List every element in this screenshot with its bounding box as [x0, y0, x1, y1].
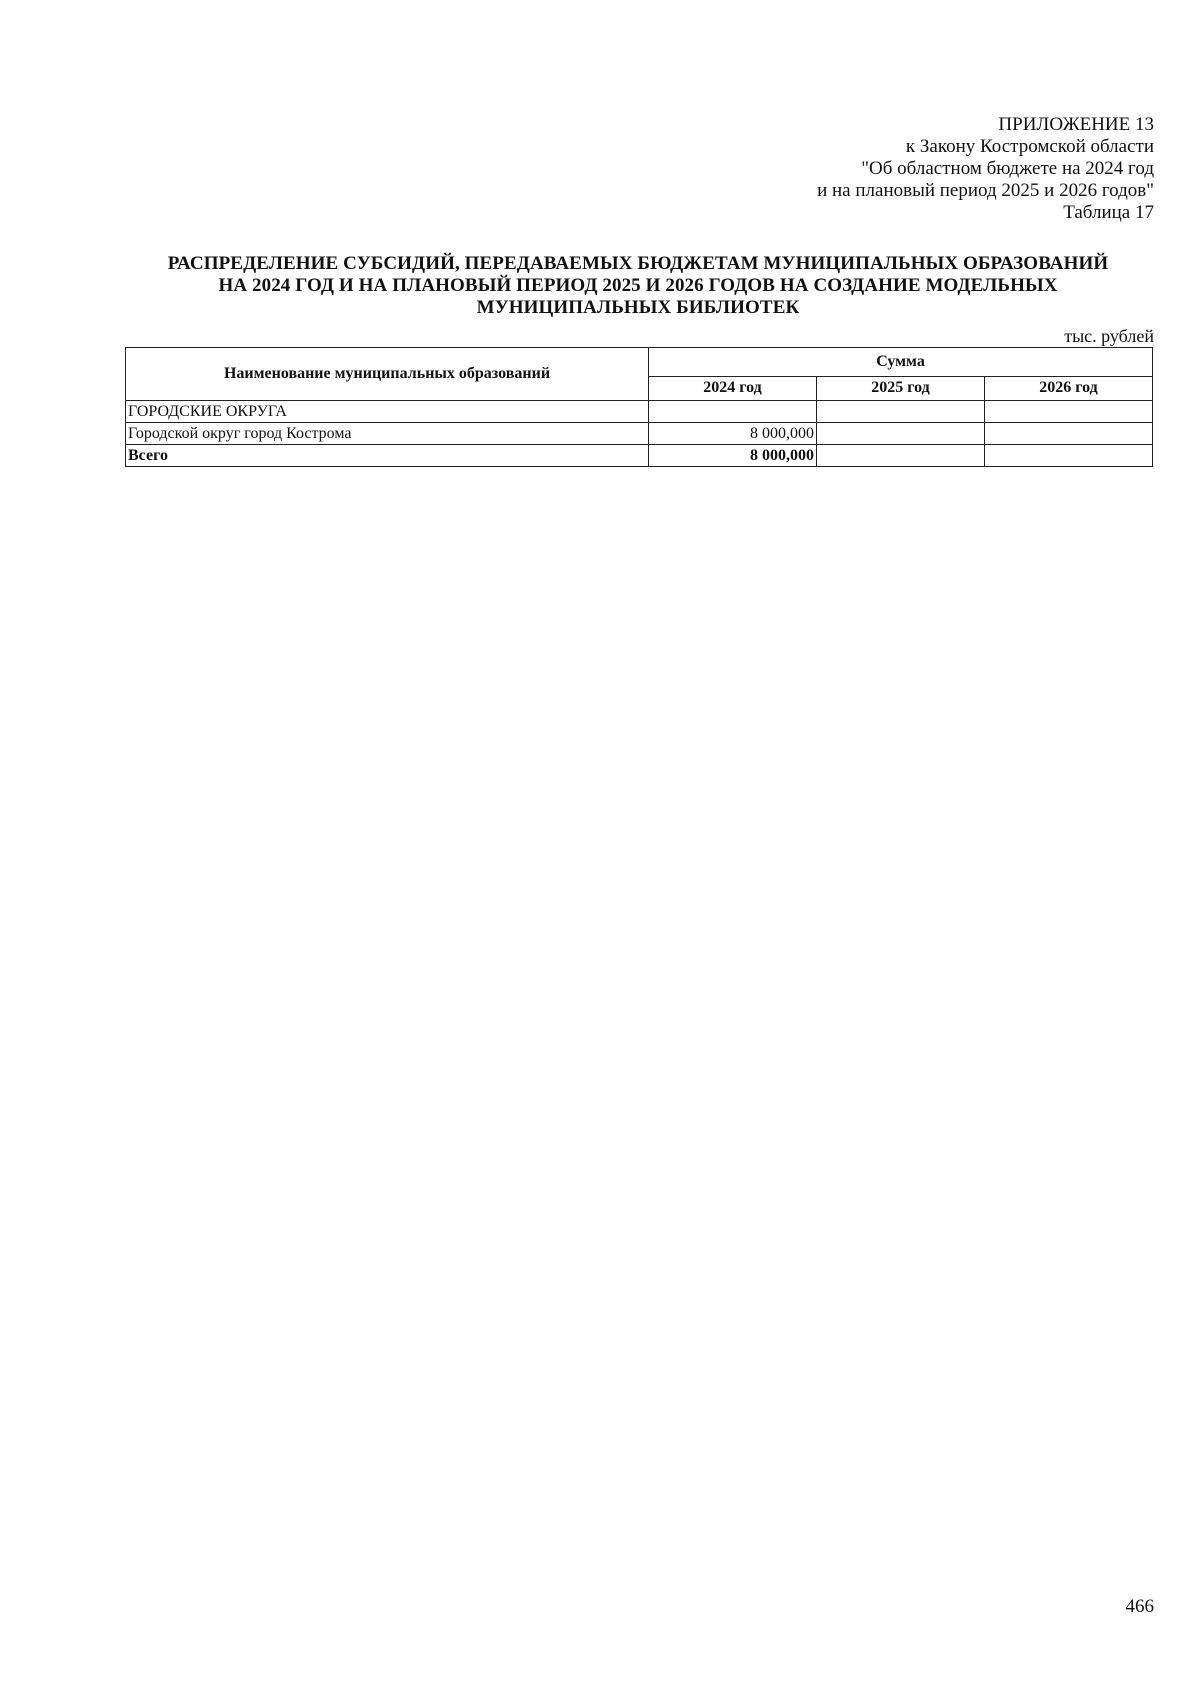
title-line: МУНИЦИПАЛЬНЫХ БИБЛИОТЕК — [476, 297, 800, 318]
row-value-2026 — [985, 423, 1153, 445]
appendix-line: ПРИЛОЖЕНИЕ 13 — [998, 114, 1154, 135]
appendix-header — [817, 114, 1154, 224]
title-line: РАСПРЕДЕЛЕНИЕ СУБСИДИЙ, ПЕРЕДАВАЕМЫХ БЮДЖЕТАМ МУНИЦИПАЛЬНЫХ ОБРАЗОВАНИЙ — [167, 253, 1109, 274]
table-row — [126, 401, 1153, 423]
row-value-2024: 8 000,000 — [649, 423, 817, 445]
page-number: 466 — [1125, 1596, 1154, 1617]
row-value-2025 — [817, 401, 985, 423]
table-number: Таблица 17 — [1063, 202, 1154, 223]
document-title — [125, 253, 1151, 319]
column-header-2024: 2024 год — [649, 376, 817, 400]
column-header-name: Наименование муниципальных образований — [126, 348, 649, 401]
units-label: тыс. рублей — [1064, 326, 1154, 346]
total-value-2025 — [817, 445, 985, 467]
row-name: ГОРОДСКИЕ ОКРУГА — [126, 401, 649, 423]
total-row — [126, 445, 1153, 467]
total-label: Всего — [126, 445, 649, 467]
subsidy-table — [125, 347, 1153, 467]
appendix-line: и на плановый период 2025 и 2026 годов" — [817, 180, 1154, 201]
column-header-2025: 2025 год — [817, 376, 985, 400]
total-value-2026 — [985, 445, 1153, 467]
column-header-sum: Сумма — [649, 348, 1153, 377]
appendix-line: к Закону Костромской области — [905, 136, 1154, 157]
row-name: Городской округ город Кострома — [126, 423, 649, 445]
total-value-2024: 8 000,000 — [649, 445, 817, 467]
table-row — [126, 423, 1153, 445]
row-value-2024 — [649, 401, 817, 423]
column-header-2026: 2026 год — [985, 376, 1153, 400]
row-value-2025 — [817, 423, 985, 445]
appendix-line: "Об областном бюджете на 2024 год — [861, 158, 1154, 179]
row-value-2026 — [985, 401, 1153, 423]
title-line: НА 2024 ГОД И НА ПЛАНОВЫЙ ПЕРИОД 2025 И 2026 ГОДОВ НА СОЗДАНИЕ МОДЕЛЬНЫХ — [218, 275, 1058, 296]
